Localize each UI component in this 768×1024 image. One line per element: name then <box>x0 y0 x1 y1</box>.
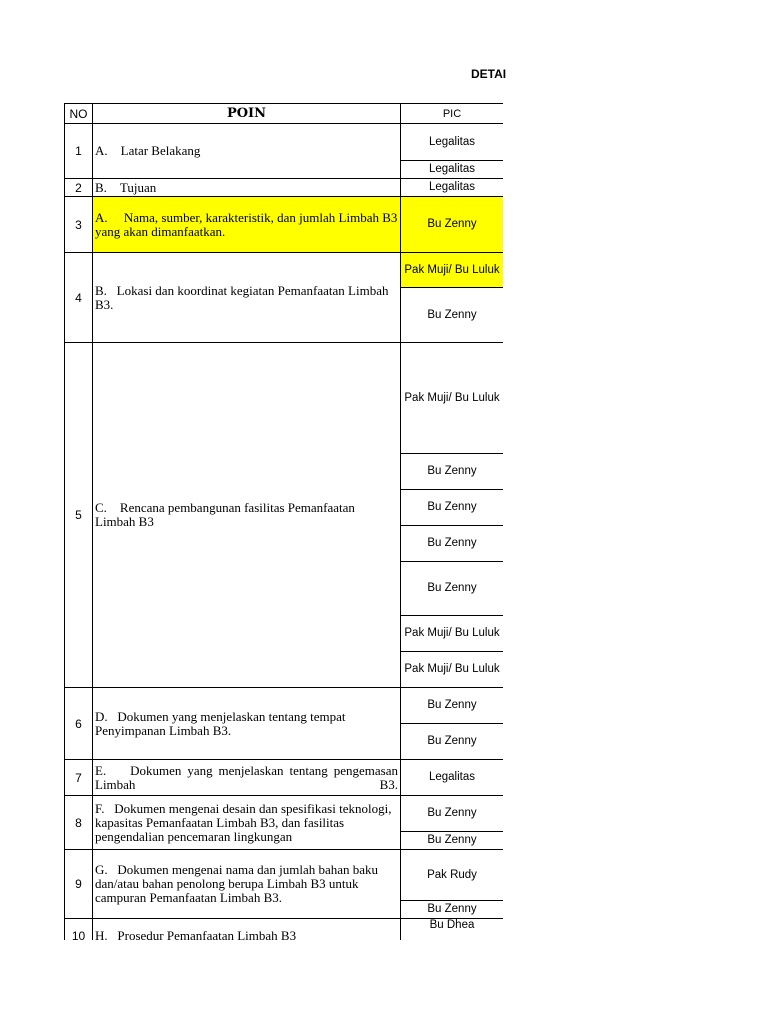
table-row <box>65 179 504 197</box>
pic-cell: Pak Rudy <box>401 850 504 901</box>
pic-cell: Bu Zenny <box>401 490 504 526</box>
pic-cell: Bu Zenny <box>401 832 504 850</box>
row-number: 10 <box>65 919 93 941</box>
spreadsheet <box>64 103 503 940</box>
poin-cell: B. Tujuan <box>93 179 401 197</box>
table-row <box>65 796 504 832</box>
pic-cell: Bu Zenny <box>401 454 504 490</box>
poin-cell: B. Lokasi dan koordinat kegiatan Pemanfaatan Limbah B3. <box>93 253 401 343</box>
page-title: DETAI <box>471 67 507 81</box>
pic-cell: Bu Zenny <box>401 901 504 919</box>
poin-cell: G. Dokumen mengenai nama dan jumlah bahan baku dan/atau bahan penolong berupa Limbah B3 untuk campuran Pemanfaatan Limbah B3. <box>93 850 401 919</box>
row-number: 5 <box>65 343 93 688</box>
header-poin: POIN <box>93 104 401 124</box>
row-number: 1 <box>65 124 93 179</box>
header-row <box>65 104 504 124</box>
pic-cell: Bu Zenny <box>401 562 504 616</box>
poin-cell: E. Dokumen yang menjelaskan tentang pengemasan Limbah B3. <box>93 760 401 796</box>
pic-cell: Legalitas <box>401 161 504 179</box>
poin-cell: D. Dokumen yang menjelaskan tentang tempat Penyimpanan Limbah B3. <box>93 688 401 760</box>
table-row <box>65 124 504 161</box>
table-row <box>65 253 504 288</box>
row-number: 3 <box>65 197 93 253</box>
row-number: 9 <box>65 850 93 919</box>
pic-cell: Bu Zenny <box>401 724 504 760</box>
pic-cell: Pak Muji/ Bu Luluk <box>401 343 504 454</box>
row-number: 8 <box>65 796 93 850</box>
poin-cell: A. Latar Belakang <box>93 124 401 179</box>
poin-cell: H. Prosedur Pemanfaatan Limbah B3 <box>93 919 401 941</box>
pic-cell: Bu Zenny <box>401 688 504 724</box>
pic-cell: Legalitas <box>401 124 504 161</box>
table-row <box>65 850 504 901</box>
pic-cell: Bu Zenny <box>401 526 504 562</box>
pic-cell: Legalitas <box>401 179 504 197</box>
poin-cell: C. Rencana pembangunan fasilitas Pemanfaatan Limbah B3 <box>93 343 401 688</box>
table-row <box>65 688 504 724</box>
header-pic: PIC <box>401 104 504 124</box>
pic-cell: Pak Muji/ Bu Luluk <box>401 652 504 688</box>
table-row <box>65 197 504 253</box>
poin-cell: F. Dokumen mengenai desain dan spesifikasi teknologi, kapasitas Pemanfaatan Limbah B3, dan fasilitas pengendalian pencemaran lingkungan <box>93 796 401 850</box>
pic-cell: Bu Zenny <box>401 796 504 832</box>
pic-cell: Legalitas <box>401 760 504 796</box>
row-number: 4 <box>65 253 93 343</box>
row-number: 2 <box>65 179 93 197</box>
table-row <box>65 919 504 941</box>
table-row <box>65 343 504 454</box>
row-number: 7 <box>65 760 93 796</box>
pic-cell: Bu Zenny <box>401 288 504 343</box>
detail-table <box>64 103 503 940</box>
pic-cell-highlighted: Bu Zenny <box>401 197 504 253</box>
poin-cell-highlighted: A. Nama, sumber, karakteristik, dan jumlah Limbah B3 yang akan dimanfaatkan. <box>93 197 401 253</box>
pic-cell-highlighted: Pak Muji/ Bu Luluk <box>401 253 504 288</box>
header-no: NO <box>65 104 93 124</box>
row-number: 6 <box>65 688 93 760</box>
table-row <box>65 760 504 796</box>
pic-cell: Bu Dhea <box>401 919 504 941</box>
pic-cell: Pak Muji/ Bu Luluk <box>401 616 504 652</box>
